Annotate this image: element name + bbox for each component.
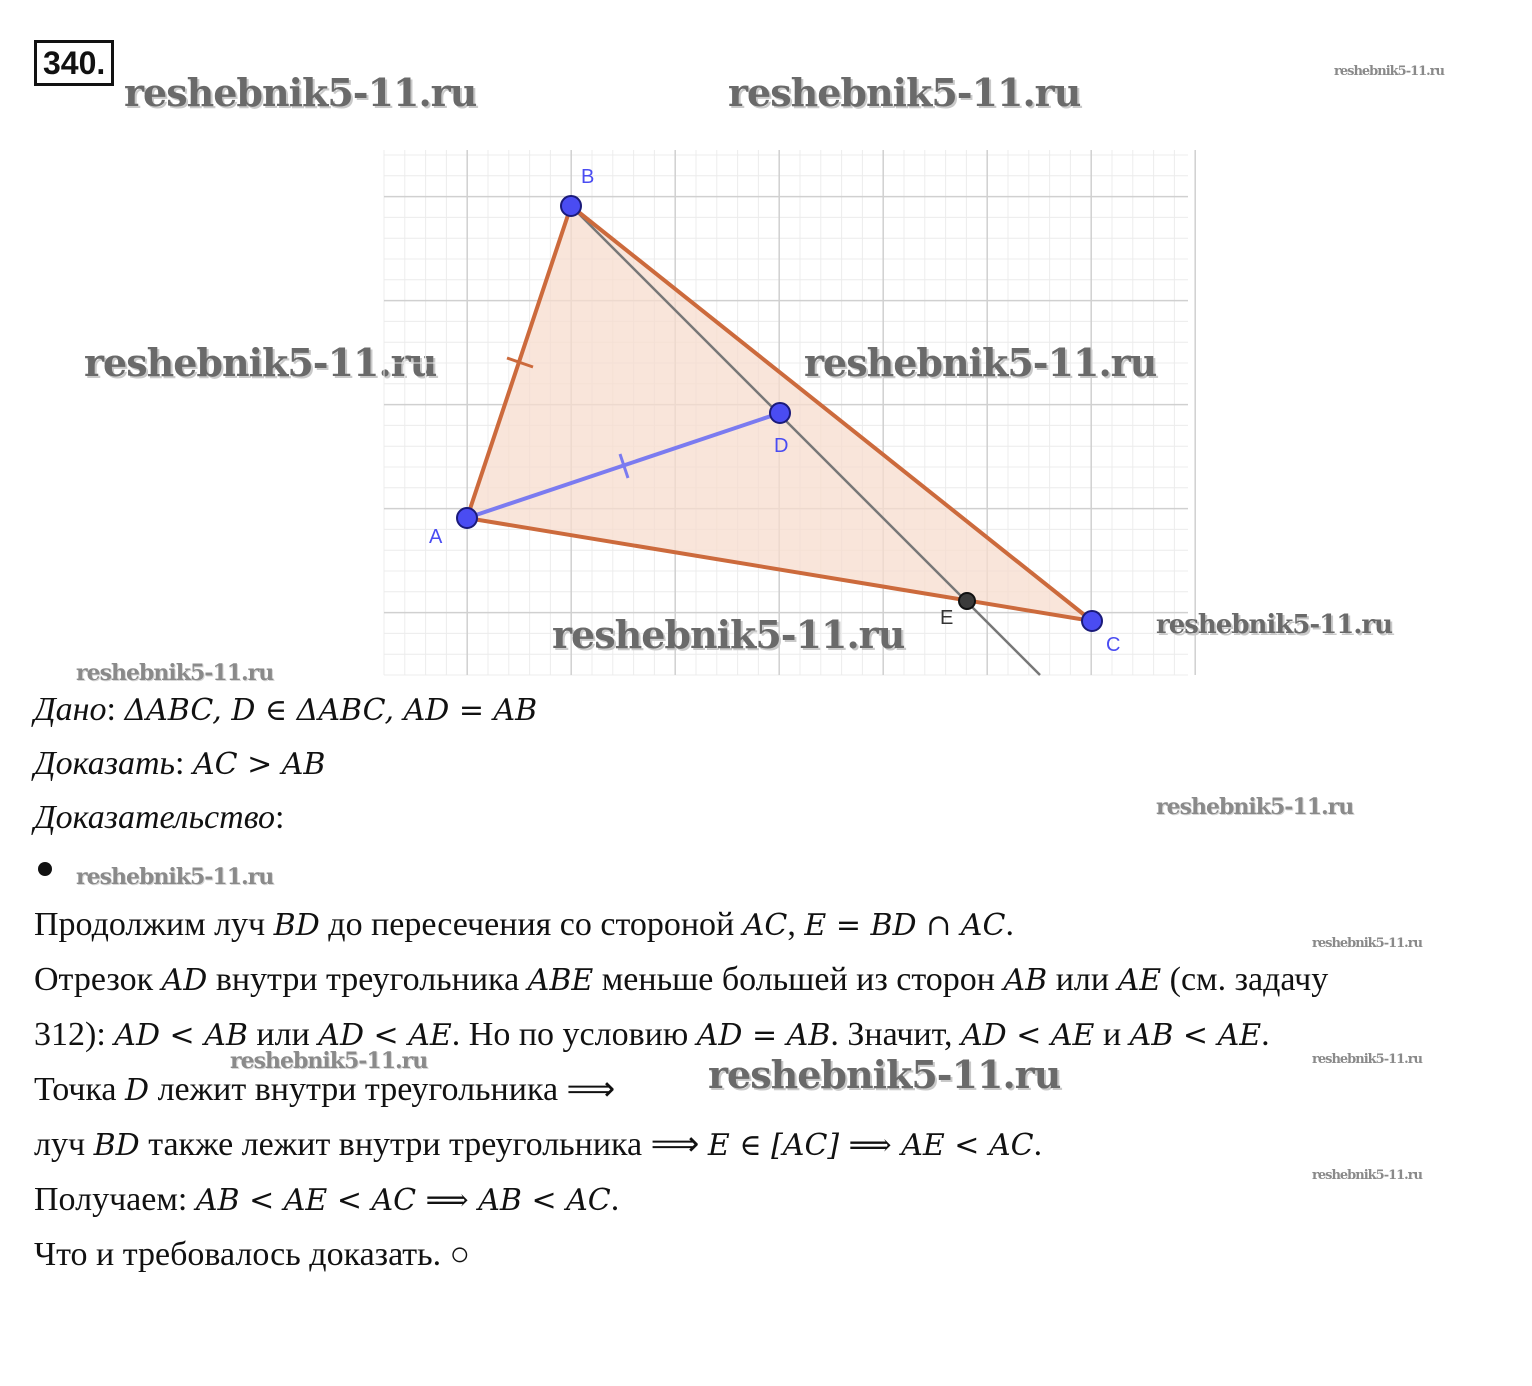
proof-text-line-4 [34, 1070, 615, 1111]
label-d: D [774, 435, 789, 457]
watermark-8: reshebnik5-11.ru [76, 660, 274, 686]
text-run: или [247, 1016, 319, 1053]
proof-text-line-3 [34, 1015, 1270, 1056]
math-run: E ∈ [AC] ⟹ AE < AC [707, 1128, 1034, 1163]
text-run: . [1033, 1126, 1043, 1163]
text-run: . Значит, [830, 1016, 961, 1053]
watermark-5: reshebnik5-11.ru [804, 340, 1157, 385]
prove-formula: AC > AB [192, 747, 326, 782]
watermark-1: reshebnik5-11.ru [124, 70, 477, 115]
label-c: C [1106, 634, 1121, 656]
math-run: AD < AE [318, 1018, 452, 1053]
point-a [457, 508, 477, 528]
math-run: BD [273, 908, 320, 943]
math-run: AE [1117, 963, 1162, 998]
math-run: AB < AE [1129, 1018, 1262, 1053]
proof-text-line-1 [34, 905, 1014, 946]
point-d [770, 403, 790, 423]
text-run: луч [34, 1126, 94, 1163]
watermark-15: reshebnik5-11.ru [1312, 1168, 1423, 1183]
math-run: ABE [527, 963, 594, 998]
proof-label: Доказательство [34, 799, 276, 836]
proof-sep: : [275, 799, 285, 836]
watermark-12: reshebnik5-11.ru [230, 1048, 428, 1074]
watermark-14: reshebnik5-11.ru [708, 1052, 1061, 1097]
text-run: до пересечения со стороной [319, 906, 743, 943]
point-b [561, 196, 581, 216]
math-run: BD [93, 1128, 140, 1163]
bullet-dot [38, 862, 52, 876]
text-run: и [1094, 1016, 1130, 1053]
text-run: или [1047, 961, 1118, 998]
problem-number: 340. [34, 40, 114, 86]
given-label: Дано [34, 691, 107, 728]
math-run: AC [742, 908, 788, 943]
watermark-7: reshebnik5-11.ru [1156, 610, 1393, 640]
text-run: (см. задачу [1161, 961, 1329, 998]
math-run: AD < AB [114, 1018, 248, 1053]
text-run: Продолжим луч [34, 906, 274, 943]
watermark-4: reshebnik5-11.ru [84, 340, 437, 385]
watermark-3: reshebnik5-11.ru [1334, 64, 1445, 79]
text-run: меньше большей из сторон [593, 961, 1004, 998]
text-run: Что и требовалось доказать. ○ [34, 1236, 471, 1273]
text-run: 312): [34, 1016, 115, 1053]
watermark-9: reshebnik5-11.ru [1156, 794, 1354, 820]
proof-line [34, 798, 284, 838]
watermark-10: reshebnik5-11.ru [76, 864, 274, 890]
label-e: E [940, 607, 954, 629]
text-run: . [610, 1181, 620, 1218]
prove-sep: : [174, 745, 193, 782]
math-run: AB < AE < AC ⟹ AB < AC [195, 1183, 611, 1218]
proof-text-line-6 [34, 1180, 619, 1221]
math-run: AD < AE [960, 1018, 1095, 1053]
watermark-11: reshebnik5-11.ru [1312, 936, 1423, 951]
label-b: B [581, 166, 595, 188]
proof-text-line-7 [34, 1235, 470, 1275]
point-c [1082, 611, 1102, 631]
math-run: AB [1003, 963, 1048, 998]
text-run: Получаем: [34, 1181, 196, 1218]
prove-line [34, 744, 325, 785]
text-run: , [787, 906, 805, 943]
text-run: Точка [34, 1071, 126, 1108]
given-sep: : [106, 691, 125, 728]
math-run: E = BD ∩ AC [804, 908, 1006, 943]
triangle-figure [380, 145, 1200, 705]
watermark-13: reshebnik5-11.ru [1312, 1052, 1423, 1067]
given-line [34, 690, 537, 731]
given-formula: ΔABC, D ∈ ΔABC, AD = AB [124, 693, 538, 728]
text-run: также лежит внутри треугольника ⟹ [139, 1126, 708, 1163]
text-run: . [1005, 906, 1014, 943]
math-run: D [125, 1073, 150, 1108]
proof-text-line-5 [34, 1125, 1042, 1166]
watermark-2: reshebnik5-11.ru [728, 70, 1081, 115]
text-run: внутри треугольника [207, 961, 528, 998]
math-run: AD [161, 963, 208, 998]
text-run: лежит внутри треугольника ⟹ [149, 1071, 616, 1108]
proof-text-line-2 [34, 960, 1328, 1001]
point-e [959, 593, 975, 609]
watermark-6: reshebnik5-11.ru [552, 612, 905, 657]
text-run: . [1261, 1016, 1270, 1053]
text-run: . Но по условию [451, 1016, 697, 1053]
label-a: A [429, 526, 443, 548]
text-run: Отрезок [34, 961, 162, 998]
prove-label: Доказать [34, 745, 175, 782]
math-run: AD = AB [696, 1018, 831, 1053]
